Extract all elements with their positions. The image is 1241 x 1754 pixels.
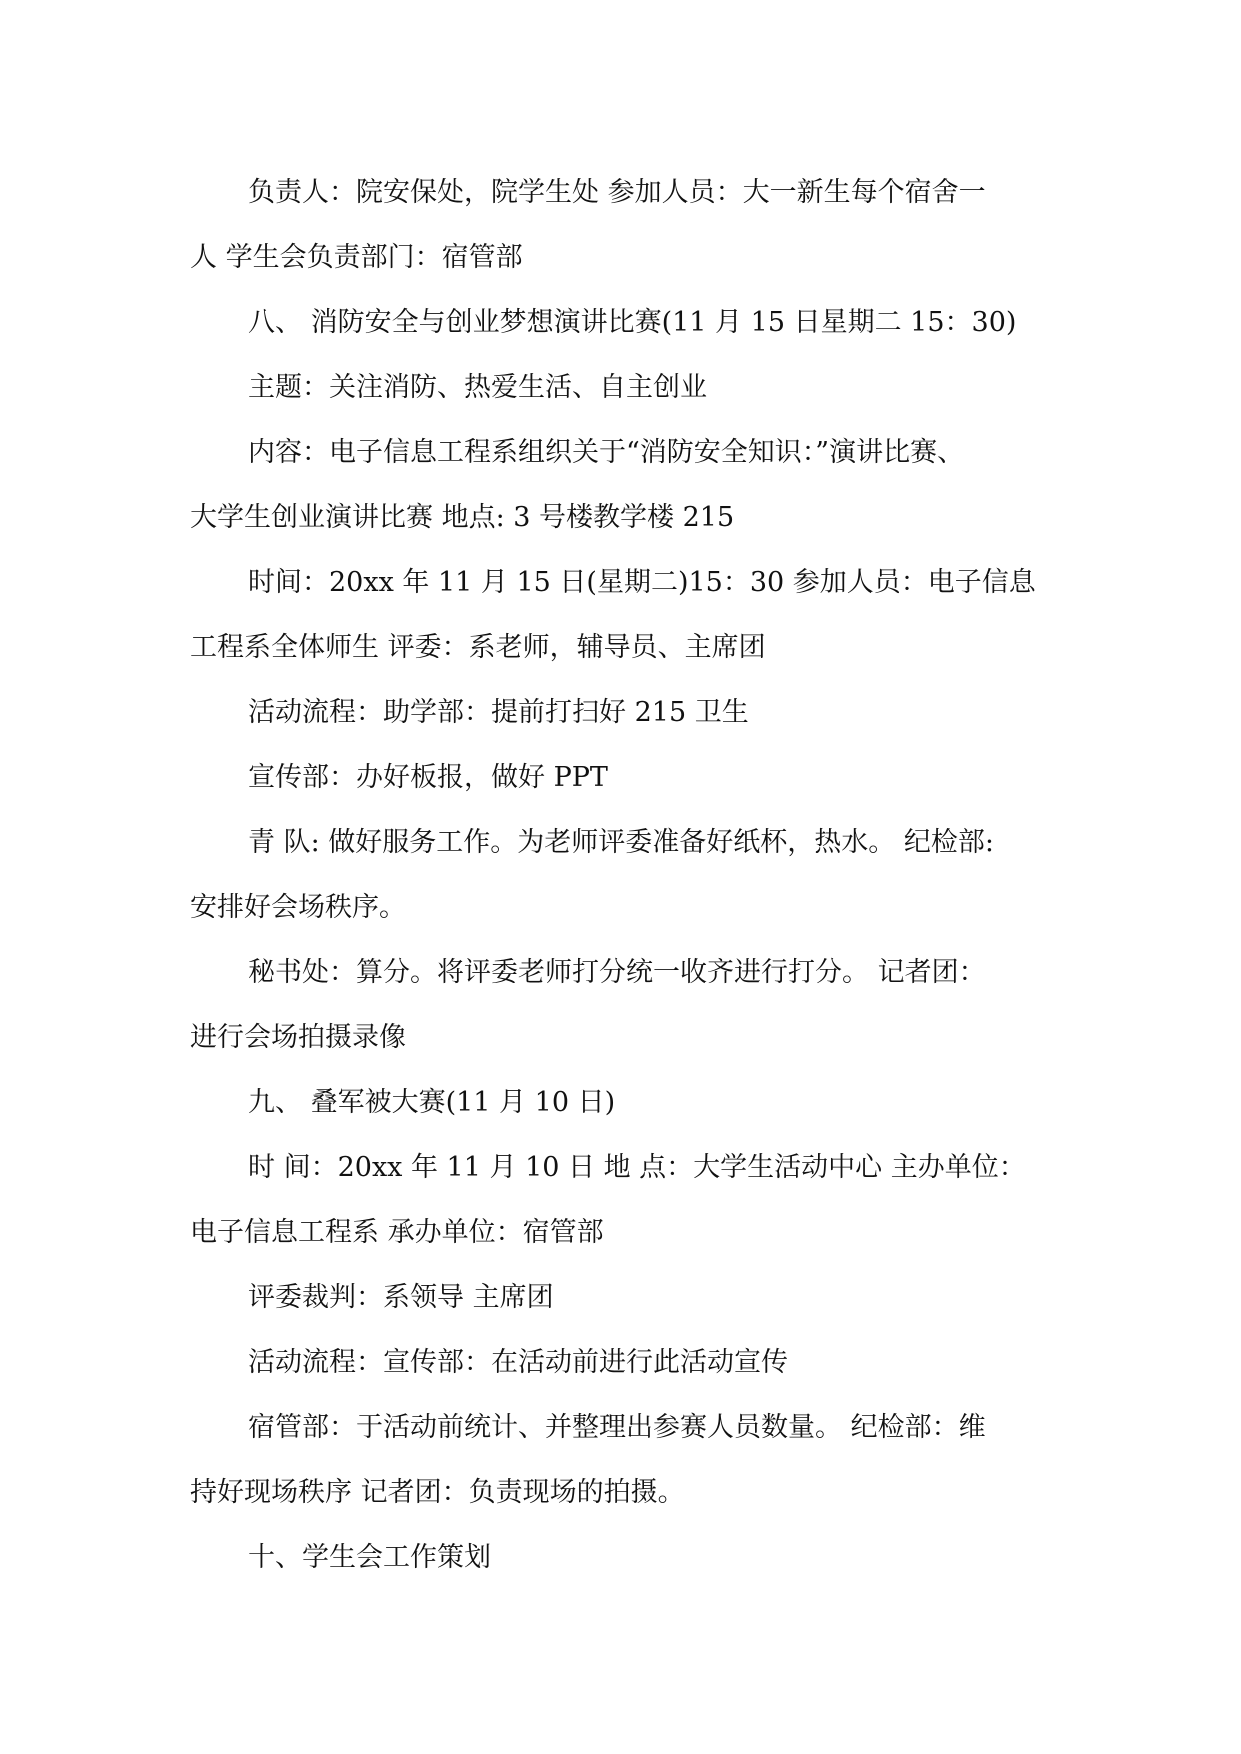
text-line: 负责人：院安保处，院学生处 参加人员：大一新生每个宿舍一 [248, 177, 986, 208]
text-line: 工程系全体师生 评委：系老师，辅导员、主席团 [190, 632, 766, 663]
text-line: 持好现场秩序 记者团：负责现场的拍摄。 [190, 1477, 685, 1508]
text-line: 活动流程：宣传部：在活动前进行此活动宣传 [248, 1347, 788, 1378]
text-line: 评委裁判：系领导 主席团 [248, 1282, 554, 1313]
document-body [190, 160, 1070, 1590]
text-line: 电子信息工程系 承办单位：宿管部 [190, 1217, 604, 1248]
text-line: 宿管部：于活动前统计、并整理出参赛人员数量。 纪检部：维 [248, 1412, 986, 1443]
text-line: 时间：20xx 年 11 月 15 日(星期二)15：30 参加人员：电子信息 [248, 567, 1036, 598]
text-line: 活动流程：助学部：提前打扫好 215 卫生 [248, 697, 749, 728]
section-heading: 九、 叠军被大赛(11 月 10 日) [248, 1087, 616, 1118]
text-line: 时 间：20xx 年 11 月 10 日 地 点：大学生活动中心 主办单位： [248, 1152, 1026, 1183]
text-line: 人 学生会负责部门：宿管部 [190, 242, 523, 273]
text-line: 青 队: 做好服务工作。为老师评委准备好纸杯，热水。 纪检部: [248, 827, 994, 858]
text-line: 大学生创业演讲比赛 地点: 3 号楼教学楼 215 [190, 502, 735, 533]
section-heading: 八、 消防安全与创业梦想演讲比赛(11 月 15 日星期二 15：30) [248, 307, 1017, 338]
text-line: 安排好会场秩序。 [190, 892, 406, 923]
section-heading: 十、学生会工作策划 [248, 1542, 491, 1573]
text-line: 主题：关注消防、热爱生活、自主创业 [248, 372, 707, 403]
text-line: 秘书处：算分。将评委老师打分统一收齐进行打分。 记者团： [248, 957, 986, 988]
text-line: 进行会场拍摄录像 [190, 1022, 406, 1053]
text-line: 内容：电子信息工程系组织关于“消防安全知识：”演讲比赛、 [248, 437, 965, 468]
text-line: 宣传部：办好板报，做好 PPT [248, 762, 608, 793]
